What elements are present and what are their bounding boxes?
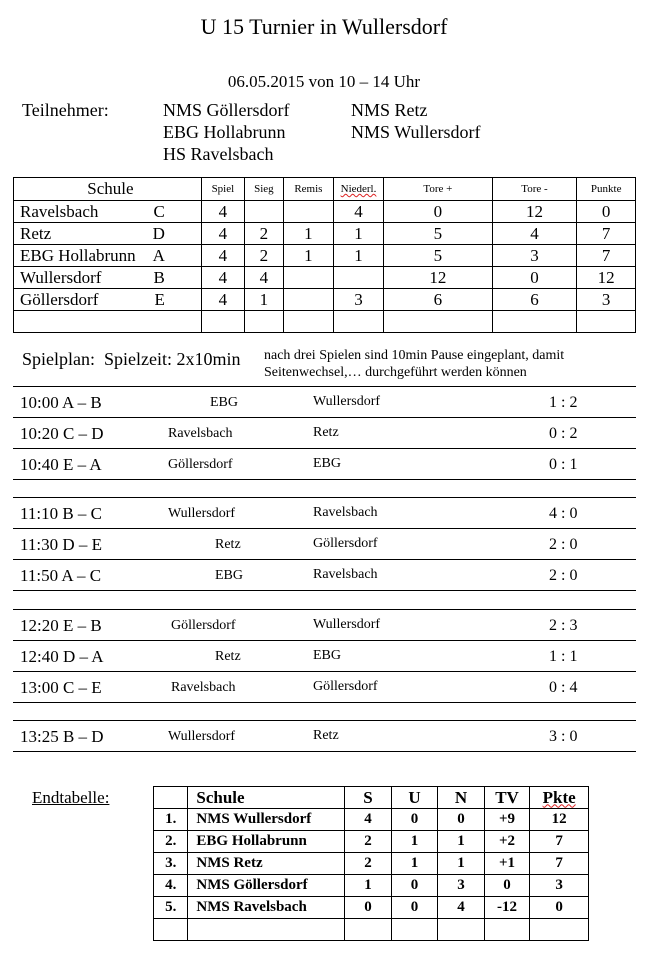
header-cell: Spiel bbox=[201, 178, 244, 201]
table-row bbox=[154, 875, 589, 897]
rank-cell: 5. bbox=[154, 897, 188, 919]
participant: EBG Hollabrunn bbox=[163, 122, 286, 142]
event-date: 06.05.2015 von 10 – 14 Uhr bbox=[227, 72, 421, 91]
participants-label: Teilnehmer: bbox=[22, 100, 109, 120]
table-row bbox=[154, 853, 589, 875]
game-team1: Göllersdorf bbox=[168, 457, 233, 472]
game-score: 0 : 1 bbox=[549, 456, 578, 473]
table-cell: 0 bbox=[438, 809, 485, 831]
game-team2: Göllersdorf bbox=[313, 536, 378, 551]
game-row bbox=[13, 529, 636, 560]
school-cell: NMS Ravelsbach bbox=[188, 897, 345, 919]
game-time: 10:20 C – D bbox=[20, 424, 104, 443]
schedule-note: nach drei Spielen sind 10min Pause eingeplant, damit Seitenwechsel,… durchgeführt werden können bbox=[264, 348, 565, 380]
header-cell: TV bbox=[484, 787, 530, 809]
table-cell: 4 bbox=[244, 267, 283, 289]
school-cell: NMS Wullersdorf bbox=[188, 809, 345, 831]
school-name: Ravelsbach bbox=[20, 201, 99, 221]
table-cell: 0 bbox=[391, 875, 438, 897]
table-cell: -12 bbox=[484, 897, 530, 919]
header-cell: Niederl. bbox=[333, 178, 383, 201]
game-score: 0 : 4 bbox=[549, 679, 578, 696]
game-team1: Retz bbox=[215, 537, 241, 552]
game-score: 2 : 0 bbox=[549, 567, 578, 584]
table-cell: 6 bbox=[492, 289, 577, 311]
table-cell: 7 bbox=[530, 831, 589, 853]
game-team2: Göllersdorf bbox=[313, 679, 378, 694]
table-cell bbox=[283, 289, 333, 311]
table-cell: 4 bbox=[201, 223, 244, 245]
game-row bbox=[13, 610, 636, 641]
table-cell bbox=[333, 267, 383, 289]
table-cell: 1 bbox=[391, 831, 438, 853]
header-cell: Sieg bbox=[244, 178, 283, 201]
header-cell: Tore + bbox=[384, 178, 492, 201]
game-score: 2 : 3 bbox=[549, 617, 578, 634]
game-row bbox=[13, 641, 636, 672]
game-team1: Wullersdorf bbox=[168, 729, 236, 744]
header-cell bbox=[154, 787, 188, 809]
table-cell: 3 bbox=[438, 875, 485, 897]
game-team2: Retz bbox=[313, 728, 339, 743]
table-cell: 1 bbox=[391, 853, 438, 875]
page-title: U 15 Turnier in Wullersdorf bbox=[200, 14, 448, 39]
game-team2: Wullersdorf bbox=[313, 394, 381, 409]
table-cell: 7 bbox=[577, 245, 636, 267]
table-cell: 4 bbox=[438, 897, 485, 919]
table-cell: 4 bbox=[345, 809, 392, 831]
game-team1: Wullersdorf bbox=[168, 506, 236, 521]
table-header-row bbox=[154, 787, 589, 809]
table-cell: +9 bbox=[484, 809, 530, 831]
table-cell: 1 bbox=[283, 223, 333, 245]
table-cell: 0 bbox=[384, 201, 492, 223]
table-cell: 12 bbox=[577, 267, 636, 289]
table-cell: 3 bbox=[333, 289, 383, 311]
participant: NMS Göllersdorf bbox=[163, 100, 290, 120]
table-cell: 2 bbox=[345, 853, 392, 875]
table-header-row bbox=[14, 178, 636, 201]
game-row bbox=[13, 418, 636, 449]
participant: NMS Wullersdorf bbox=[351, 122, 481, 142]
header-cell: Tore - bbox=[492, 178, 577, 201]
game-row bbox=[13, 672, 636, 703]
table-cell: 5 bbox=[384, 245, 492, 267]
table-cell: 2 bbox=[244, 223, 283, 245]
game-team1: Ravelsbach bbox=[171, 680, 236, 695]
game-time: 13:25 B – D bbox=[20, 727, 104, 746]
table-cell: 4 bbox=[492, 223, 577, 245]
table-cell: 6 bbox=[384, 289, 492, 311]
table-cell: 3 bbox=[577, 289, 636, 311]
game-team2: Ravelsbach bbox=[313, 505, 378, 520]
standings-table bbox=[13, 177, 636, 333]
game-time: 10:00 A – B bbox=[20, 393, 102, 412]
table-row bbox=[154, 809, 589, 831]
schedule-duration: Spielzeit: 2x10min bbox=[104, 349, 241, 369]
table-row bbox=[14, 289, 636, 311]
school-cell bbox=[14, 245, 202, 267]
header-cell: Pkte bbox=[530, 787, 589, 809]
school-cell: NMS Retz bbox=[188, 853, 345, 875]
game-score: 0 : 2 bbox=[549, 425, 578, 442]
table-cell: 0 bbox=[391, 897, 438, 919]
table-cell: 4 bbox=[201, 245, 244, 267]
game-score: 2 : 0 bbox=[549, 536, 578, 553]
table-cell: 1 bbox=[333, 223, 383, 245]
game-time: 11:50 A – C bbox=[20, 566, 102, 585]
header-cell: Schule bbox=[14, 178, 202, 201]
participant: HS Ravelsbach bbox=[163, 144, 274, 164]
table-row bbox=[14, 201, 636, 223]
table-cell bbox=[283, 201, 333, 223]
game-score: 1 : 2 bbox=[549, 394, 578, 411]
game-score: 3 : 0 bbox=[549, 728, 578, 745]
table-cell: 1 bbox=[244, 289, 283, 311]
header-cell: Remis bbox=[283, 178, 333, 201]
table-cell: 2 bbox=[345, 831, 392, 853]
table-cell: 2 bbox=[244, 245, 283, 267]
school-name: EBG Hollabrunn bbox=[20, 245, 136, 265]
table-cell: +2 bbox=[484, 831, 530, 853]
table-cell: 0 bbox=[345, 897, 392, 919]
group-letter: E bbox=[154, 289, 165, 309]
game-score: 4 : 0 bbox=[549, 505, 578, 522]
rank-cell: 4. bbox=[154, 875, 188, 897]
schedule-heading bbox=[22, 349, 241, 370]
rank-cell: 3. bbox=[154, 853, 188, 875]
header-cell: N bbox=[438, 787, 485, 809]
game-team2: Wullersdorf bbox=[313, 617, 381, 632]
schedule-label: Spielplan: bbox=[22, 349, 95, 369]
table-cell: 0 bbox=[577, 201, 636, 223]
group-letter: D bbox=[152, 223, 165, 243]
empty-row bbox=[154, 919, 589, 941]
rank-cell: 2. bbox=[154, 831, 188, 853]
game-team2: EBG bbox=[313, 456, 341, 471]
table-cell: 7 bbox=[577, 223, 636, 245]
table-row bbox=[14, 223, 636, 245]
group-letter: A bbox=[152, 245, 165, 265]
game-row bbox=[13, 721, 636, 752]
table-cell: 0 bbox=[484, 875, 530, 897]
header-cell: Schule bbox=[188, 787, 345, 809]
school-name: Retz bbox=[20, 223, 52, 243]
table-row bbox=[154, 831, 589, 853]
table-cell: 12 bbox=[530, 809, 589, 831]
table-cell: 0 bbox=[391, 809, 438, 831]
header-cell: Punkte bbox=[577, 178, 636, 201]
table-cell: 3 bbox=[492, 245, 577, 267]
game-team2: Retz bbox=[313, 425, 339, 440]
participant: NMS Retz bbox=[351, 100, 428, 120]
table-cell: 12 bbox=[492, 201, 577, 223]
school-name: Wullersdorf bbox=[20, 267, 102, 287]
table-cell: +1 bbox=[484, 853, 530, 875]
table-cell: 1 bbox=[283, 245, 333, 267]
table-cell: 12 bbox=[384, 267, 492, 289]
empty-row bbox=[14, 311, 636, 333]
table-cell: 4 bbox=[201, 201, 244, 223]
game-team2: Ravelsbach bbox=[313, 567, 378, 582]
game-time: 12:20 E – B bbox=[20, 616, 102, 635]
game-row bbox=[13, 498, 636, 529]
game-team1: Retz bbox=[215, 649, 241, 664]
header-cell: U bbox=[391, 787, 438, 809]
table-cell: 1 bbox=[438, 831, 485, 853]
table-cell: 1 bbox=[438, 853, 485, 875]
table-cell: 0 bbox=[492, 267, 577, 289]
game-row bbox=[13, 560, 636, 591]
game-score: 1 : 1 bbox=[549, 648, 578, 665]
final-table bbox=[153, 786, 589, 941]
table-cell: 4 bbox=[201, 289, 244, 311]
school-cell bbox=[14, 223, 202, 245]
school-cell bbox=[14, 267, 202, 289]
game-row bbox=[13, 449, 636, 480]
final-table-label: Endtabelle: bbox=[32, 788, 110, 807]
game-team1: EBG bbox=[210, 395, 238, 410]
game-time: 10:40 E – A bbox=[20, 455, 102, 474]
school-cell bbox=[14, 289, 202, 311]
table-cell bbox=[283, 267, 333, 289]
school-name: Göllersdorf bbox=[20, 289, 99, 309]
table-cell bbox=[244, 201, 283, 223]
table-cell: 5 bbox=[384, 223, 492, 245]
table-row bbox=[14, 245, 636, 267]
table-cell: 4 bbox=[201, 267, 244, 289]
school-cell: NMS Göllersdorf bbox=[188, 875, 345, 897]
school-cell bbox=[14, 201, 202, 223]
table-row bbox=[154, 897, 589, 919]
game-time: 11:10 B – C bbox=[20, 504, 103, 523]
header-cell: S bbox=[345, 787, 392, 809]
school-cell: EBG Hollabrunn bbox=[188, 831, 345, 853]
game-team2: EBG bbox=[313, 648, 341, 663]
table-cell: 7 bbox=[530, 853, 589, 875]
group-letter: C bbox=[153, 201, 165, 221]
game-team1: EBG bbox=[215, 568, 243, 583]
rank-cell: 1. bbox=[154, 809, 188, 831]
table-cell: 4 bbox=[333, 201, 383, 223]
game-time: 13:00 C – E bbox=[20, 678, 102, 697]
game-time: 11:30 D – E bbox=[20, 535, 103, 554]
game-time: 12:40 D – A bbox=[20, 647, 104, 666]
table-row bbox=[14, 267, 636, 289]
table-cell: 1 bbox=[333, 245, 383, 267]
game-team1: Göllersdorf bbox=[171, 618, 236, 633]
game-team1: Ravelsbach bbox=[168, 426, 233, 441]
group-letter: B bbox=[153, 267, 165, 287]
table-cell: 3 bbox=[530, 875, 589, 897]
game-row bbox=[13, 387, 636, 418]
table-cell: 1 bbox=[345, 875, 392, 897]
table-cell: 0 bbox=[530, 897, 589, 919]
